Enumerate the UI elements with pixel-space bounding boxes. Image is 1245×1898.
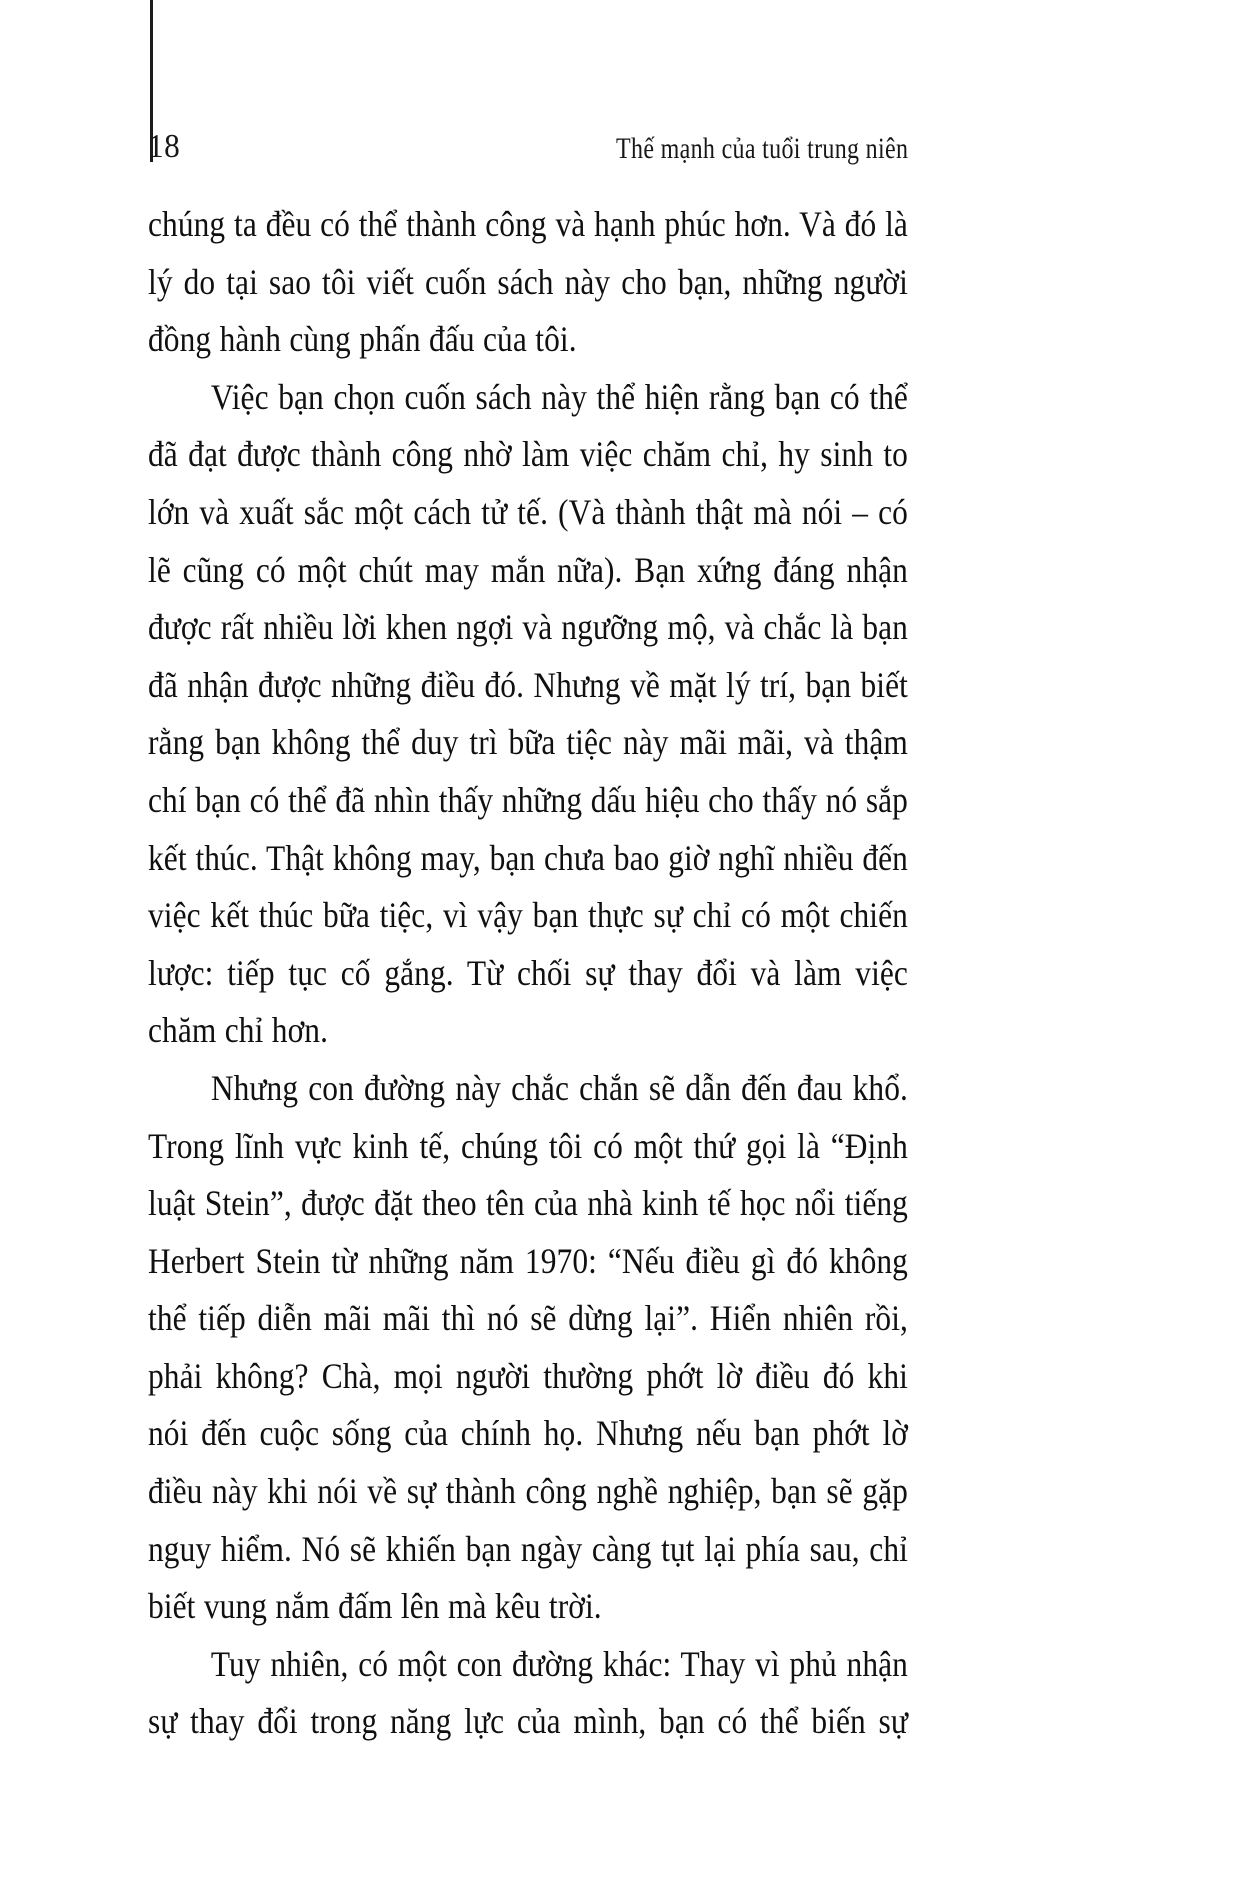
page-number: 18 [148, 128, 181, 165]
paragraph-3: Nhưng con đường này chắc chắn sẽ dẫn đến đau khổ. Trong lĩnh vực kinh tế, chúng tôi có một thứ gọi là “Định luật Stein”, được đặt theo tên của nhà kinh tế học nổi tiếng Herbert Stein từ những năm 1970: “Nếu điều gì đó không thể tiếp diễn mãi mãi thì nó sẽ dừng lại”. Hiển nhiên rồi, phải không? Chà, mọi người thường phớt lờ điều đó khi nói đến cuộc sống của chính họ. Nhưng nếu bạn phớt lờ điều này khi nói về sự thành công nghề nghiệp, bạn sẽ gặp nguy hiểm. Nó sẽ khiến bạn ngày càng tụt lại phía sau, chỉ biết vung nắm đấm lên mà kêu trời. [148, 1067, 908, 1627]
running-title: Thế mạnh của tuổi trung niên [615, 132, 908, 165]
running-head [148, 118, 908, 164]
paragraph-4: Tuy nhiên, có một con đường khác: Thay vì phủ nhận sự thay đổi trong năng lực của mình, bạn có thể biến sự [148, 1643, 908, 1742]
body-text-block [148, 196, 908, 1751]
paragraph-2: Việc bạn chọn cuốn sách này thể hiện rằng bạn có thể đã đạt được thành công nhờ làm việc chăm chỉ, hy sinh to lớn và xuất sắc một cách tử tế. (Và thành thật mà nói – có lẽ cũng có một chút may mắn nữa). Bạn xứng đáng nhận được rất nhiều lời khen ngợi và ngưỡng mộ, và chắc là bạn đã nhận được những điều đó. Nhưng về mặt lý trí, bạn biết rằng bạn không thể duy trì bữa tiệc này mãi mãi, và thậm chí bạn có thể đã nhìn thấy những dấu hiệu cho thấy nó sắp kết thúc. Thật không may, bạn chưa bao giờ nghĩ nhiều đến việc kết thúc bữa tiệc, vì vậy bạn thực sự chỉ có một chiến lược: tiếp tục cố gắng. Từ chối sự thay đổi và làm việc chăm chỉ hơn. [148, 376, 908, 1051]
paragraph-1: chúng ta đều có thể thành công và hạnh phúc hơn. Và đó là lý do tại sao tôi viết cuốn sách này cho bạn, những người đồng hành cùng phấn đấu của tôi. [148, 204, 908, 360]
